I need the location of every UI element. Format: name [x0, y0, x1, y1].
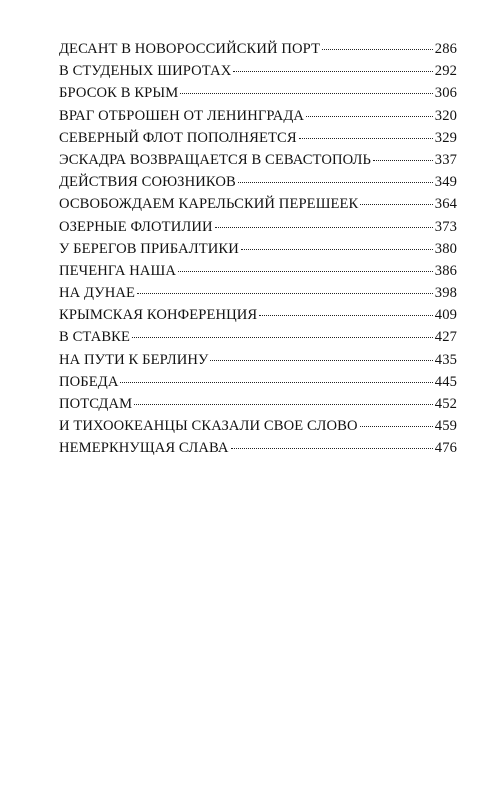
toc-entry-page-number: 459 [434, 418, 457, 435]
dot-leader [215, 227, 433, 228]
dot-leader [360, 204, 432, 205]
toc-entry [59, 174, 457, 196]
toc-entry [59, 241, 457, 263]
toc-entry [59, 396, 457, 418]
dot-leader [238, 182, 433, 183]
toc-entry [59, 263, 457, 285]
toc-entry-page-number: 320 [434, 107, 457, 124]
dot-leader [259, 315, 433, 316]
toc-entry-title: НЕМЕРКНУЩАЯ СЛАВА [59, 440, 229, 457]
toc-entry-page-number: 292 [434, 63, 457, 80]
toc-entry-title: ПЕЧЕНГА НАША [59, 262, 176, 279]
toc-entry-page-number: 427 [434, 329, 457, 346]
toc-entry-title: СЕВЕРНЫЙ ФЛОТ ПОПОЛНЯЕТСЯ [59, 129, 297, 146]
toc-entry [59, 41, 457, 63]
toc-entry-title: ДЕСАНТ В НОВОРОССИЙСКИЙ ПОРТ [59, 41, 321, 57]
toc-entry [59, 329, 457, 351]
dot-leader [134, 404, 433, 405]
dot-leader [373, 160, 433, 161]
toc-entry [59, 418, 457, 440]
table-of-contents [59, 41, 457, 463]
toc-entry [59, 374, 457, 396]
toc-entry [59, 85, 457, 107]
toc-entry-title: КРЫМСКАЯ КОНФЕРЕНЦИЯ [59, 307, 258, 324]
toc-entry-page-number: 329 [434, 129, 457, 146]
toc-entry [59, 307, 457, 329]
toc-entry [59, 219, 457, 241]
dot-leader [120, 382, 432, 383]
dot-leader [306, 116, 433, 117]
toc-entry-page-number: 337 [434, 151, 457, 168]
toc-entry [59, 63, 457, 85]
toc-entry-page-number: 452 [434, 396, 457, 412]
toc-entry-title: ОЗЕРНЫЕ ФЛОТИЛИИ [59, 218, 213, 235]
toc-entry-title: У БЕРЕГОВ ПРИБАЛТИКИ [59, 240, 239, 257]
toc-entry [59, 352, 457, 374]
toc-entry-title: ДЕЙСТВИЯ СОЮЗНИКОВ [59, 174, 236, 191]
toc-entry-title: ПОТСДАМ [59, 396, 133, 412]
toc-entry-page-number: 409 [434, 307, 457, 324]
toc-entry-title: НА ПУТИ К БЕРЛИНУ [59, 351, 209, 368]
toc-entry [59, 130, 457, 152]
toc-entry-page-number: 373 [434, 218, 457, 235]
toc-entry-title: ЭСКАДРА ВОЗВРАЩАЕТСЯ В СЕВАСТОПОЛЬ [59, 151, 372, 168]
dot-leader [132, 337, 433, 338]
dot-leader [210, 360, 432, 361]
toc-entry-title: И ТИХООКЕАНЦЫ СКАЗАЛИ СВОЕ СЛОВО [59, 418, 358, 435]
toc-entry-page-number: 306 [434, 85, 457, 102]
toc-entry-page-number: 364 [434, 196, 457, 213]
toc-entry-page-number: 445 [434, 373, 457, 390]
toc-entry [59, 152, 457, 174]
toc-entry-page-number: 349 [434, 174, 457, 191]
toc-entry-page-number: 435 [434, 351, 457, 368]
toc-entry-page-number: 398 [434, 285, 457, 302]
dot-leader [241, 249, 433, 250]
dot-leader [233, 71, 432, 72]
dot-leader [180, 93, 433, 94]
toc-entry-title: БРОСОК В КРЫМ [59, 85, 179, 102]
toc-entry-page-number: 476 [434, 440, 457, 457]
dot-leader [322, 49, 433, 50]
toc-entry-title: В СТАВКЕ [59, 329, 131, 346]
toc-entry-title: ОСВОБОЖДАЕМ КАРЕЛЬСКИЙ ПЕРЕШЕЕК [59, 196, 359, 213]
toc-entry-page-number: 286 [434, 41, 457, 57]
dot-leader [137, 293, 433, 294]
toc-entry [59, 196, 457, 218]
dot-leader [178, 271, 433, 272]
toc-entry [59, 108, 457, 130]
toc-entry-title: НА ДУНАЕ [59, 285, 135, 302]
dot-leader [360, 426, 433, 427]
toc-entry [59, 285, 457, 307]
toc-entry-title: ПОБЕДА [59, 373, 119, 390]
toc-entry-title: ВРАГ ОТБРОШЕН ОТ ЛЕНИНГРАДА [59, 107, 305, 124]
toc-entry-title: В СТУДЕНЫХ ШИРОТАХ [59, 63, 232, 80]
dot-leader [231, 448, 433, 449]
dot-leader [299, 138, 433, 139]
toc-entry [59, 440, 457, 462]
toc-entry-page-number: 380 [434, 240, 457, 257]
toc-entry-page-number: 386 [434, 262, 457, 279]
